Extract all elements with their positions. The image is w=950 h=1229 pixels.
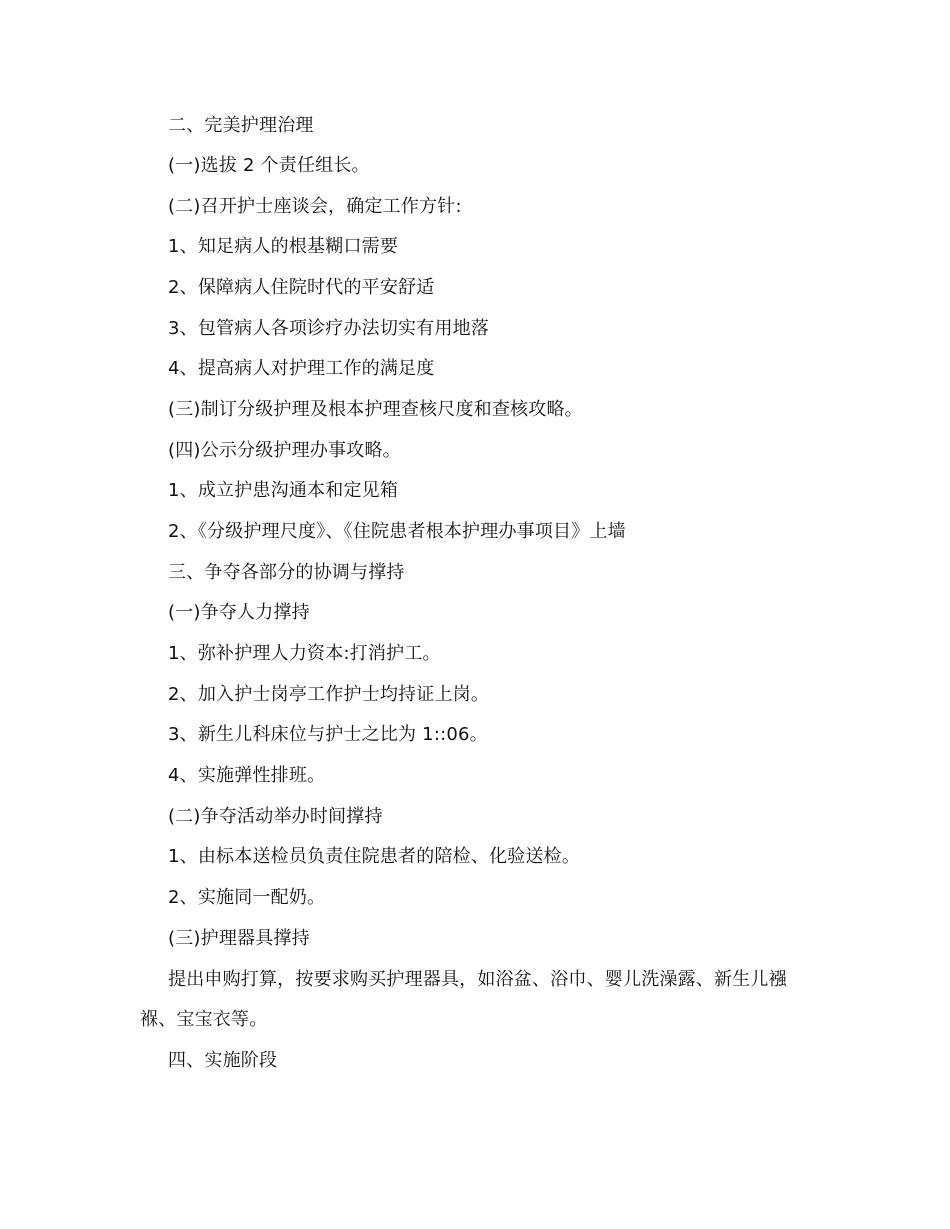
heading-section-two: 二、完美护理治理 — [168, 115, 314, 136]
text-line: (三)护理器具撑持 — [168, 928, 310, 949]
list-item: 2、加入护士岗亭工作护士均持证上岗。 — [168, 684, 490, 705]
list-item: 1、弥补护理人力资本:打消护工。 — [168, 643, 441, 664]
text-line: (四)公示分级护理办事攻略。 — [168, 440, 401, 461]
text-line: (一)选拔 2 个责任组长。 — [168, 155, 370, 176]
list-item: 1、由标本送检员负责住院患者的陪检、化验送检。 — [168, 846, 581, 867]
list-item: 1、知足病人的根基糊口需要 — [168, 236, 399, 257]
list-item: 1、成立护患沟通本和定见箱 — [168, 480, 399, 501]
text-line: (二)召开护士座谈会，确定工作方针: — [168, 196, 462, 217]
paragraph-line-1: 提出申购打算，按要求购买护理器具，如浴盆、浴巾、婴儿洗澡露、新生儿襁 — [168, 969, 787, 990]
text-line: (二)争夺活动举办时间撑持 — [168, 806, 383, 827]
list-item: 4、提高病人对护理工作的满足度 — [168, 358, 435, 379]
heading-section-four: 四、实施阶段 — [168, 1050, 278, 1071]
text-line: (三)制订分级护理及根本护理查核尺度和查核攻略。 — [168, 399, 583, 420]
list-item: 2、保障病人住院时代的平安舒适 — [168, 277, 435, 298]
heading-section-three: 三、争夺各部分的协调与撑持 — [168, 562, 405, 583]
list-item: 2、《分级护理尺度》、《住院患者根本护理办事项目》上墙 — [168, 521, 626, 542]
paragraph-line-2: 褓、宝宝衣等。 — [140, 1009, 268, 1030]
text-line: (一)争夺人力撑持 — [168, 602, 310, 623]
list-item: 3、新生儿科床位与护士之比为 1::06。 — [168, 724, 488, 745]
list-item: 2、实施同一配奶。 — [168, 887, 326, 908]
list-item: 3、包管病人各项诊疗办法切实有用地落 — [168, 318, 490, 339]
list-item: 4、实施弹性排班。 — [168, 765, 326, 786]
